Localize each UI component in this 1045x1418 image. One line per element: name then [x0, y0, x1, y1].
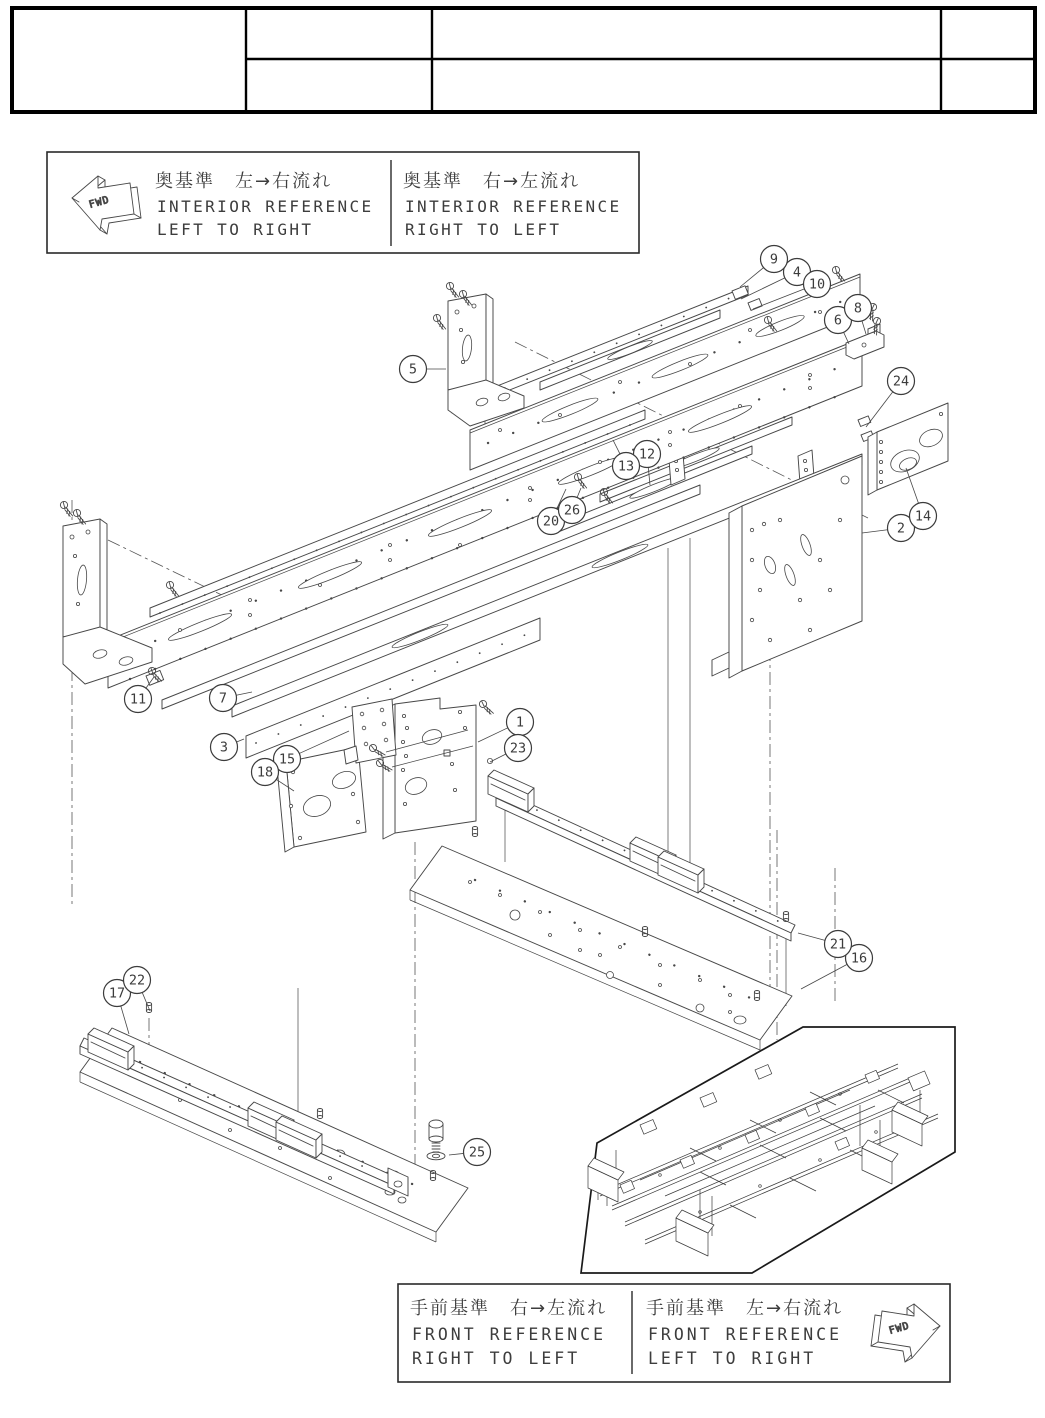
bracket-6-8 [846, 324, 884, 359]
plate-17 [80, 1003, 468, 1243]
legend-top-right-en2: RIGHT TO LEFT [405, 220, 562, 239]
title-block [12, 8, 1035, 112]
fwd-label: FWD [87, 194, 112, 211]
callout-23-leader [490, 754, 506, 762]
block-1 [383, 698, 496, 839]
callout-18-number: 18 [256, 764, 274, 781]
legend-top [47, 152, 639, 253]
legend-top-left-en1: INTERIOR REFERENCE [157, 197, 374, 216]
callout-21-leader [798, 933, 825, 940]
legend-bottom-right-jp: 手前基準 左→右流れ [646, 1298, 844, 1319]
legend-bottom-left-en2: RIGHT TO LEFT [412, 1349, 581, 1368]
callout-1-number: 1 [515, 714, 525, 731]
callout-16-number: 16 [850, 950, 868, 967]
callout-1-leader [478, 728, 508, 742]
callout-14-number: 14 [914, 508, 932, 525]
callout-7-number: 7 [218, 690, 228, 707]
callout-25-number: 25 [468, 1144, 486, 1161]
callout-10-number: 10 [808, 276, 826, 293]
callout-24-number: 24 [892, 373, 910, 390]
callout-8-leader [862, 321, 866, 334]
callout-21-number: 21 [829, 936, 847, 953]
callout-8-number: 8 [853, 300, 863, 317]
callout-2-number: 2 [896, 520, 906, 537]
callout-24-leader [866, 392, 893, 427]
plate-2 [712, 456, 862, 678]
callout-25-leader [449, 1153, 464, 1155]
callout-23-number: 23 [509, 740, 527, 757]
bracket-5 [448, 294, 524, 426]
callout-6-leader [844, 332, 849, 344]
callout-9-leader [740, 268, 764, 287]
legend-top-right-jp: 奥基準 右→左流れ [403, 171, 581, 192]
callout-7-leader [236, 692, 252, 695]
callout-13-number: 13 [617, 458, 635, 475]
legend-bottom-left-en1: FRONT REFERENCE [412, 1325, 607, 1344]
callout-15-number: 15 [278, 751, 296, 768]
callout-9-number: 9 [769, 251, 779, 268]
callout-4-number: 4 [792, 264, 802, 281]
legend-top-left-jp: 奥基準 左→右流れ [155, 171, 333, 192]
callout-12-number: 12 [638, 446, 656, 463]
exploded-diagram [57, 246, 955, 1274]
legend-top-right-en1: INTERIOR REFERENCE [405, 197, 622, 216]
plate-14 [868, 403, 948, 495]
callout-17-leader [121, 1006, 129, 1034]
fwd-label: FWD [887, 1320, 912, 1337]
callout-20-number: 20 [542, 513, 560, 530]
callout-2-leader [862, 530, 888, 533]
callout-5-number: 5 [408, 361, 418, 378]
legend-top-left-en2: LEFT TO RIGHT [157, 220, 314, 239]
callout-11-number: 11 [129, 691, 147, 708]
bracket-11 [63, 519, 152, 684]
legend-bottom-right-en2: LEFT TO RIGHT [648, 1349, 817, 1368]
legend-bottom-left-jp: 手前基準 右→左流れ [410, 1298, 608, 1319]
inset-assembled-view [581, 1027, 955, 1273]
callout-16-leader [801, 964, 847, 989]
callout-6-number: 6 [833, 312, 843, 329]
callout-3-number: 3 [219, 739, 229, 756]
legend-bottom [398, 1284, 950, 1382]
bolt-25 [427, 1120, 445, 1160]
callout-26-number: 26 [563, 502, 581, 519]
callout-3-leader [237, 739, 244, 742]
callout-22-number: 22 [128, 972, 146, 989]
legend-bottom-right-en1: FRONT REFERENCE [648, 1325, 843, 1344]
callout-17-number: 17 [108, 985, 126, 1002]
